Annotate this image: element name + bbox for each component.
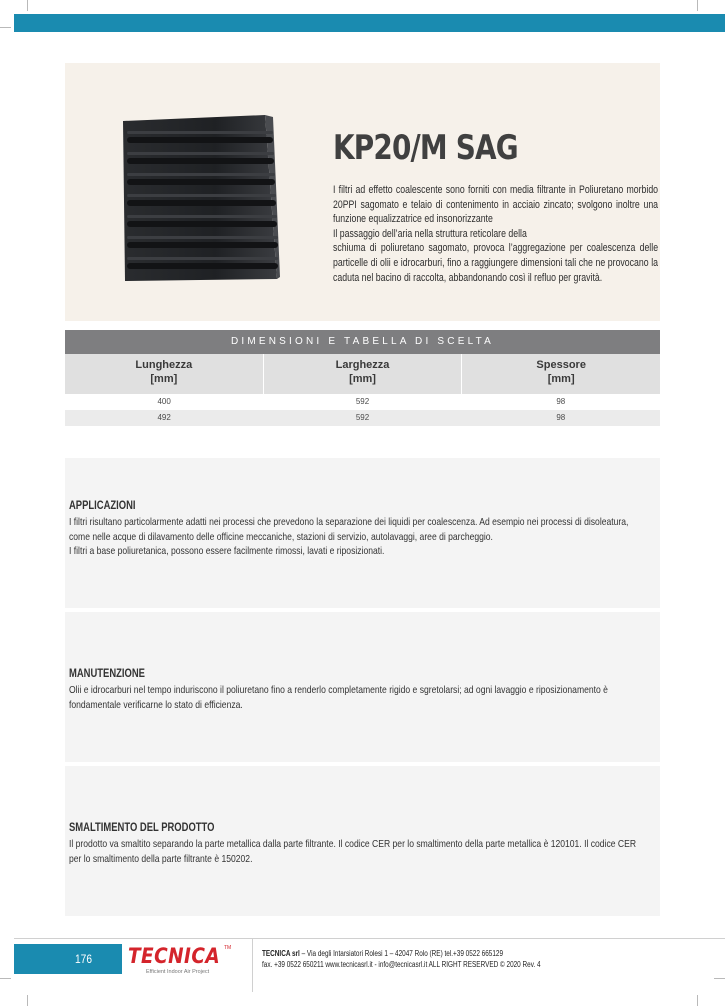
footer-divider [14, 938, 725, 939]
page-number-tab [14, 944, 122, 974]
table-header-row [65, 354, 660, 394]
section-body [69, 516, 638, 560]
table-cell: 592 [355, 397, 370, 406]
section-body [69, 838, 638, 867]
section-manutenzione [65, 612, 660, 762]
section-body [69, 684, 638, 713]
footer-separator [252, 938, 253, 992]
logo-trademark: TM [224, 945, 232, 951]
table-row [65, 394, 660, 410]
top-accent-band [14, 14, 725, 32]
tecnica-logo [128, 944, 230, 978]
logo-wordmark: TECNICA [128, 944, 221, 968]
company-address: – Via degli Intarsiatori Rolesi 1 – 42047 Rolo (RE) tel.+39 0522 665129 [299, 949, 504, 958]
product-title: KP20/M SAG [333, 128, 518, 168]
table-cell: 98 [556, 413, 566, 422]
column-header-spessore [462, 354, 660, 394]
page-number: 176 [75, 952, 93, 966]
crop-mark [0, 978, 11, 979]
crop-mark [27, 0, 28, 11]
description-paragraph: schiuma di poliuretano sagomato, provoca l’aggregazione per coalescenza delle particelle di olii e idrocarburi, fino a raggiungere dimensioni tali che ne provocano la caduta nel bacino di raccolta, abbandonando così il refluo per gravità. [333, 242, 659, 284]
crop-mark [714, 978, 725, 979]
section-paragraph: I filtri risultano particolarmente adatti nei processi che prevedono la separazione dei liquidi per coalescenza. Ad esempio nei processi di disoleatura, come nelle acque di dilavamento delle officine meccaniche, stazioni di servizio, autolavaggi, aree di parcheggio. [69, 517, 629, 543]
crop-mark [697, 0, 698, 11]
crop-mark [0, 27, 11, 28]
dimensions-table [65, 330, 660, 426]
column-name: Lunghezza [135, 359, 193, 371]
column-name: Larghezza [335, 359, 390, 371]
section-paragraph: Il prodotto va smaltito separando la parte metallica dalla parte filtrante. Il codice CER per lo smaltimento della parte metallica è 120101. Il codice CER per lo smaltimento della parte filtrante è 150202. [69, 839, 637, 865]
column-unit: [mm] [150, 373, 178, 385]
section-heading: SMALTIMENTO DEL PRODOTTO [69, 822, 215, 834]
crop-mark [27, 995, 28, 1006]
column-name: Spessore [536, 359, 586, 371]
table-cell: 492 [157, 413, 171, 422]
section-smaltimento [65, 766, 660, 916]
table-title: DIMENSIONI E TABELLA DI SCELTA [65, 330, 660, 354]
section-heading: APPLICAZIONI [69, 500, 136, 512]
section-paragraph: I filtri a base poliuretanica, possono essere facilmente rimossi, lavati e riposizionati. [69, 546, 385, 558]
section-paragraph: Olii e idrocarburi nel tempo induriscono il poliuretano fino a renderlo completamente rigido e sgretolarsi; ad ogni lavaggio e riposizionamento è fondamentale verificarne lo stato di efficienza. [69, 685, 608, 711]
column-unit: [mm] [349, 373, 376, 385]
footer-contact [262, 948, 541, 970]
column-header-larghezza [264, 354, 463, 394]
table-cell: 400 [157, 397, 171, 406]
product-description [333, 183, 658, 285]
table-cell: 98 [556, 397, 566, 406]
section-heading: MANUTENZIONE [69, 668, 145, 680]
description-paragraph: I filtri ad effetto coalescente sono forniti con media filtrante in Poliuretano morbido 20PPI sagomato e telaio di contenimento in acciaio zincato; svolgono inoltre una funzione equalizzatrice ed insonorizzante [333, 184, 659, 226]
column-header-lunghezza [65, 354, 264, 394]
table-cell: 592 [355, 413, 370, 422]
company-name: TECNICA srl [262, 949, 300, 958]
column-unit: [mm] [547, 373, 575, 385]
crop-mark [697, 995, 698, 1006]
table-row [65, 410, 660, 426]
filter-panel-image [115, 111, 280, 283]
footer-line-1 [262, 948, 541, 959]
logo-tagline: Efficient Indoor Air Project [146, 969, 210, 975]
description-paragraph: Il passaggio dell’aria nella struttura reticolare della [333, 227, 527, 240]
footer-line-2: fax. +39 0522 650211 www.tecnicasrl.it - info@tecnicasrl.it ALL RIGHT RESERVED © 2020 Rev. 4 [262, 960, 541, 969]
section-applicazioni [65, 458, 660, 608]
